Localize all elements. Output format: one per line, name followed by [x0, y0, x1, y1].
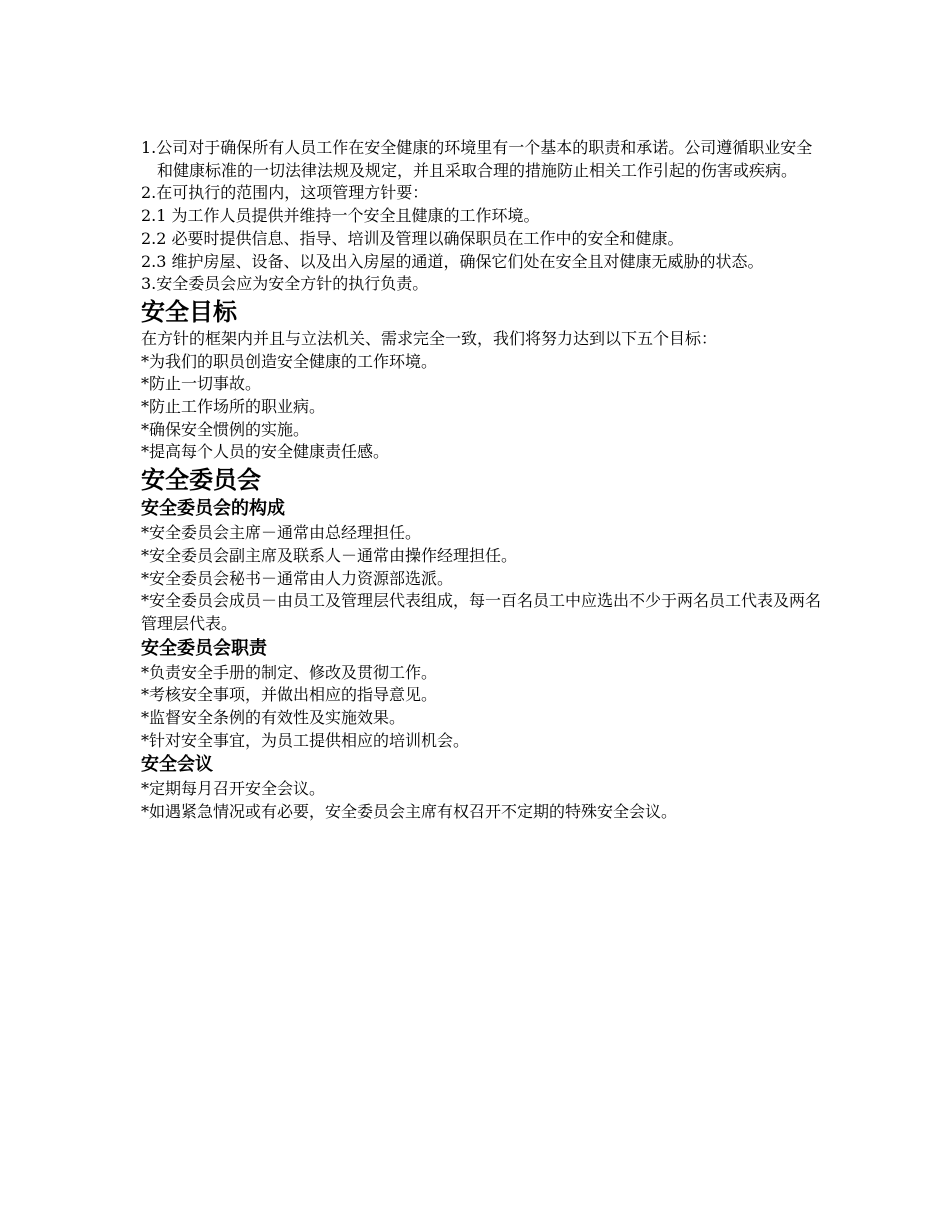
policy-item-2-2: 2.2 必要时提供信息、指导、培训及管理以确保职员在工作中的安全和健康。: [141, 228, 684, 248]
goal-item: *为我们的职员创造安全健康的工作环境。: [141, 351, 438, 371]
meeting-item: *定期每月召开安全会议。: [141, 779, 326, 799]
policy-item-2-3: 2.3 维护房屋、设备、以及出入房屋的通道，确保它们处在安全且对健康无威胁的状态。: [141, 251, 764, 271]
policy-item-2: 2.在可执行的范围内，这项管理方针要：: [141, 183, 429, 203]
goals-intro: 在方针的框架内并且与立法机关、需求完全一致，我们将努力达到以下五个目标：: [141, 328, 718, 348]
duty-item: *监督安全条例的有效性及实施效果。: [141, 708, 406, 728]
meetings-heading: 安全会议: [141, 754, 213, 776]
composition-item: *安全委员会成员－由员工及管理层代表组成，每一百名员工中应选出不少于两名员工代表及两名管理层代表。: [141, 591, 822, 633]
duty-item: *负责安全手册的制定、修改及贯彻工作。: [141, 662, 438, 682]
goal-item: *防止工作场所的职业病。: [141, 397, 326, 417]
composition-item: *安全委员会主席－通常由总经理担任。: [141, 523, 422, 543]
committee-heading: 安全委员会: [141, 466, 261, 495]
goal-item: *提高每个人员的安全健康责任感。: [141, 442, 390, 462]
duty-item: *针对安全事宜，为员工提供相应的培训机会。: [141, 730, 470, 750]
duties-heading: 安全委员会职责: [141, 637, 267, 659]
goals-heading: 安全目标: [141, 297, 237, 326]
policy-item-1: 1.公司对于确保所有人员工作在安全健康的环境里有一个基本的职责和承诺。公司遵循职业安全和健康标准的一切法律法规及规定，并且采取合理的措施防止相关工作引起的伤害或疾病。: [141, 138, 813, 180]
meeting-item: *如遇紧急情况或有必要，安全委员会主席有权召开不定期的特殊安全会议。: [141, 802, 678, 822]
composition-item: *安全委员会秘书－通常由人力资源部选派。: [141, 568, 454, 588]
composition-item: *安全委员会副主席及联系人－通常由操作经理担任。: [141, 545, 518, 565]
goal-item: *确保安全惯例的实施。: [141, 419, 310, 439]
policy-item-2-1: 2.1 为工作人员提供并维持一个安全且健康的工作环境。: [141, 206, 540, 226]
goal-item: *防止一切事故。: [141, 374, 262, 394]
composition-heading: 安全委员会的构成: [141, 498, 285, 520]
document-page: [141, 137, 821, 824]
duty-item: *考核安全事项，并做出相应的指导意见。: [141, 685, 438, 705]
policy-item-3: 3.安全委员会应为安全方针的执行负责。: [141, 274, 429, 294]
